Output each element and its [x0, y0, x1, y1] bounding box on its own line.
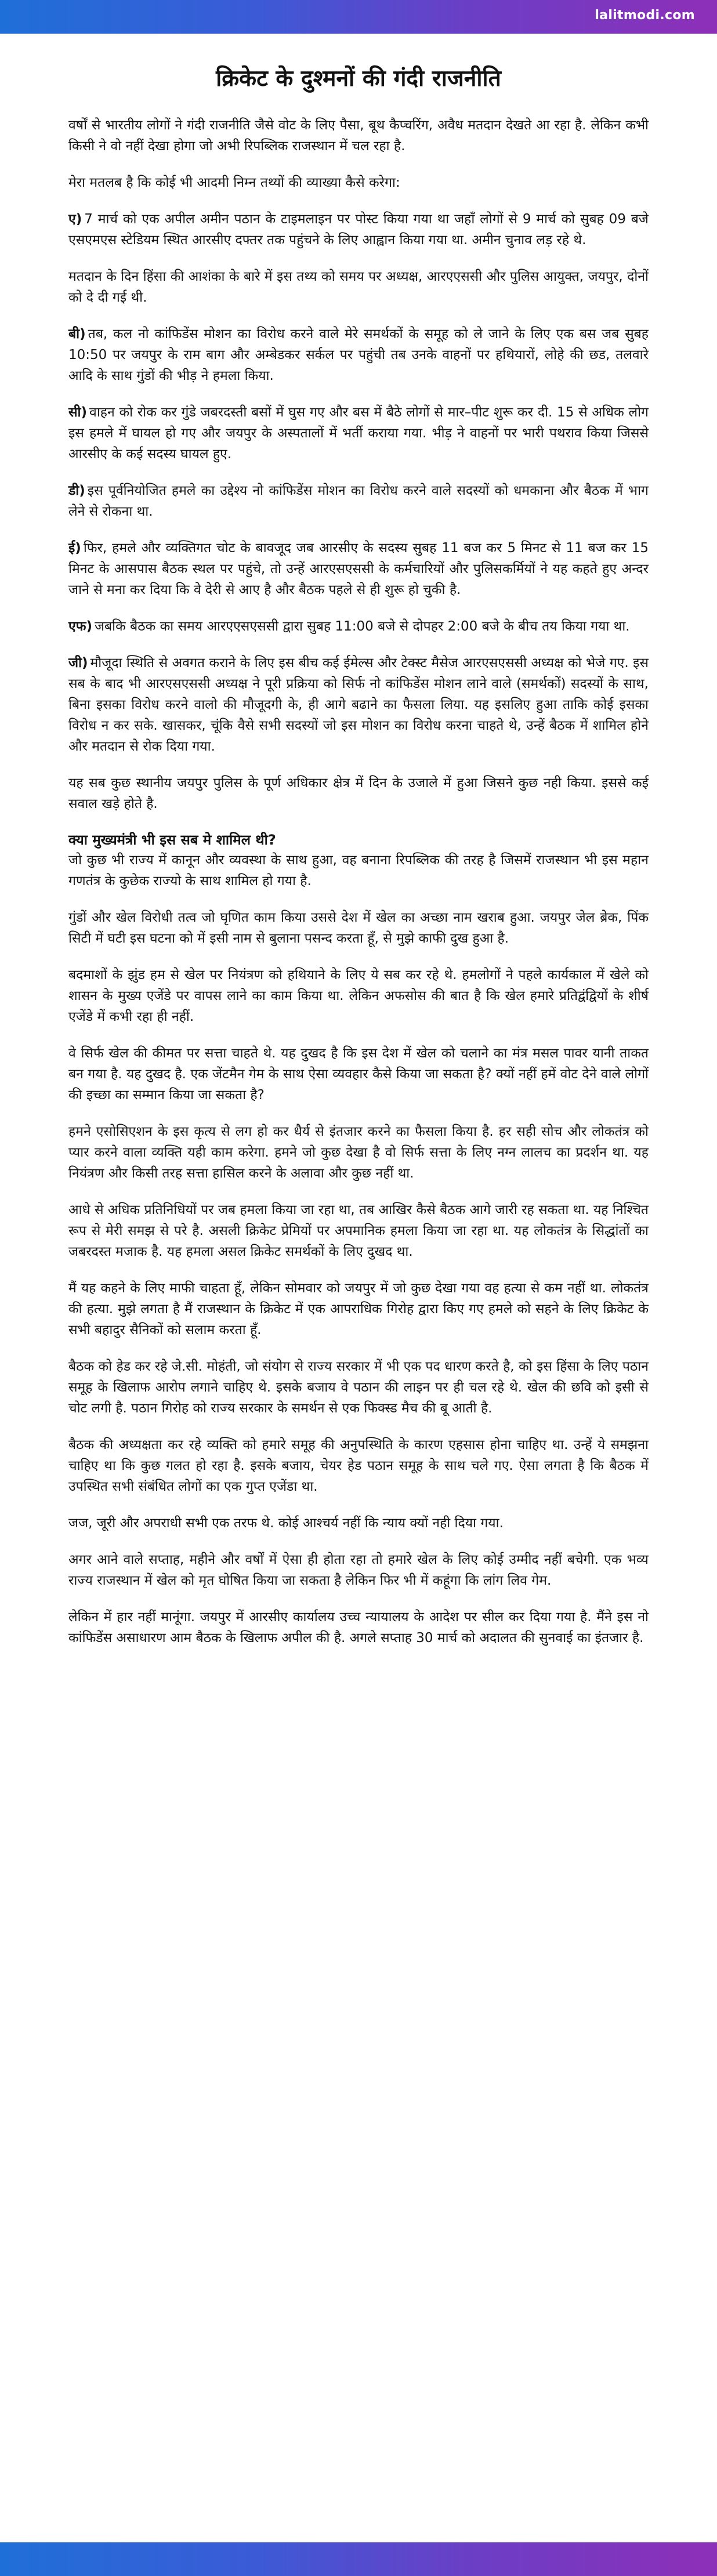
point-d: [68, 480, 649, 522]
point-text: इस पूर्वनियोजित हमले का उद्देश्य नो कांफिडेंस मोशन का विरोध करने वाले सदस्यों को धमकाना और बैठक में भाग लेने से रोकना था.: [68, 483, 649, 519]
site-name[interactable]: lalitmodi.com: [595, 8, 695, 23]
point-text: मौजूदा स्थिति से अवगत कराने के लिए इस बीच कई ईमेल्स और टेक्स्ट मैसेज आरएसएससी अध्यक्ष को भेजे गए. इस सब के बाद भी आरएसएससी अध्यक्ष ने पूरी प्रक्रिया को सिर्फ नो कांफिडेंस मोशन लाने वाले (समर्थकों) सदस्यों के साथ, बिना इसका विरोध करने वालो की मौजूदगी के, ही आगे बढाने का फैसला लिया. यह इसलिए हुआ ताकि कोई इसका विरोध न कर सके. खासकर, चूंकि वैसे सभी सदस्यों जो इस मोशन का विरोध करना चाहते थे, उन्हें बैठक में शामिल होने और मतदान से रोक दिया गया.: [68, 655, 649, 754]
page-title: क्रिकेट के दुश्मनों की गंदी राजनीति: [216, 66, 501, 92]
point-text: मतदान के दिन हिंसा की आशंका के बारे में इस तथ्य को समय पर अध्यक्ष, आरएएससी और पुलिस आयुक्त, जयपुर, दोनों को दे दी गई थी.: [68, 269, 649, 305]
closing-paragraph-11: अगर आने वाले सप्ताह, महीने और वर्षों में ऐसा ही होता रहा तो हमारे खेल के लिए कोई उम्मीद नहीं बचेगी. एक भव्य राज्य राजस्थान में खेल को मृत घोषित किया जा सकता है लेकिन फिर भी में कहूंगा कि लांग लिव गेम.: [68, 1552, 649, 1588]
closing-paragraph-9: बैठक की अध्यक्षता कर रहे व्यक्ति को हमारे समूह की अनुपस्थिति के कारण एहसास होना चाहिए था. उन्हें ये समझना चाहिए था कि कुछ गलत हो रहा है. इसके बजाय, चेयर हेड पठान समूह के साथ चले गए. ऐसा लगता है कि बैठक में उपस्थित सभी संबंधित लोगों का एक गुप्त एजेंडा था.: [68, 1437, 649, 1494]
middle-paragraph: यह सब कुछ स्थानीय जयपुर पुलिस के पूर्ण अधिकार क्षेत्र में दिन के उजाले में हुआ जिसने कुछ नही किया. इससे कई सवाल खड़े होते है.: [68, 776, 649, 811]
point-a: [68, 209, 649, 251]
article: [68, 64, 649, 1664]
closing-paragraph-1: जो कुछ भी राज्य में कानून और व्यवस्था के साथ हुआ, वह बनाना रिपब्लिक की तरह है जिसमें राजस्थान भी इस महान गणतंत्र के कुछेक राज्यो के साथ शामिल हो गया है.: [68, 853, 649, 889]
point-a-note: [68, 266, 649, 308]
intro-paragraph-1: वर्षों से भारतीय लोगों ने गंदी राजनीति जैसे वोट के लिए पैसा, बूथ कैप्चरिंग, अवैध मतदान देखते आ रहा है. लेकिन कभी किसी ने वो नहीं देखा होगा जो अभी रिपब्लिक राजस्थान में चल रहा है.: [68, 118, 649, 154]
point-marker: एफ): [68, 619, 92, 634]
closing-paragraph-4: वे सिर्फ खेल की कीमत पर सत्ता चाहते थे. यह दुखद है कि इस देश में खेल को चलाने का मंत्र मसल पावर यानी ताकत बन गया है. यह दुखद है. एक जेंटमैन गेम के साथ ऐसा व्यवहार कैसे किया जा सकता है? क्यों नहीं हमें वोट देने वाले लोगों की इच्छा का सम्मान किया जा सकता है?: [68, 1046, 649, 1103]
point-e: [68, 538, 649, 600]
point-b: [68, 324, 649, 386]
closing-paragraph-3: बदमाशों के झुंड हम से खेल पर नियंत्रण को हथियाने के लिए ये सब कर रहे थे. हमलोगों ने पहले कार्यकाल में खेले को शासन के मुख्य एजेंडे पर वापस लाने का काम किया था. लेकिन अफसोस की बात है कि खेल हमारे प्रतिद्वंद्वियों के शीर्ष एजेंडे में कभी रहा ही नहीं.: [68, 968, 649, 1024]
question-heading: क्या मुख्यमंत्री भी इस सब मे शामिल थी?: [68, 832, 276, 848]
point-marker: ई): [68, 541, 81, 556]
point-text: 7 मार्च को एक अपील अमीन पठान के टाइमलाइन पर पोस्ट किया गया था जहाँ लोगों से 9 मार्च को सुबह 09 बजे एसएमएस स्टेडियम स्थित आरसीए दफ्तर तक पहुंचने के लिए आह्वान किया गया था. अमीन चुनाव लड़ रहे थे.: [68, 212, 649, 248]
closing-paragraph-5: हमने एसोसिएशन के इस कृत्य से लग हो कर धैर्य से इंतजार करने का फैसला किया है. हर सही सोच और लोकतंत्र को प्यार करने वाला व्यक्ति यही काम करेगा. हमने जो कुछ देखा है वो सिर्फ सत्ता के लिए नग्न लालच का प्रदर्शन था. यह नियंत्रण और किसी तरह सत्ता हासिल करने के अलावा और कुछ नहीं था.: [68, 1124, 649, 1181]
point-c: [68, 402, 649, 465]
closing-paragraph-8: बैठक को हेड कर रहे जे.सी. मोहंती, जो संयोग से राज्य सरकार में भी एक पद धारण करते है, को इस हिंसा के लिए पठान समूह के खिलाफ आरोप लगाने चाहिए थे. इसके बजाय वे पठान की लाइन पर ही चल रहे थे. खेल की छवि को इसी से चोट लगी है. पठान गिरोह को राज्य सरकार के समर्थन से एक फिक्स्ड मैच की बू आती है.: [68, 1359, 649, 1416]
closing-paragraph-7: मैं यह कहने के लिए माफी चाहता हूँ, लेकिन सोमवार को जयपुर में जो कुछ देखा गया वह हत्या से कम नहीं था. लोकतंत्र की हत्या. मुझे लगता है मैं राजस्थान के क्रिकेट में एक आपराधिक गिरोह द्वारा किए गए हमले को सहने के लिए क्रिकेट के सभी बहादुर सैनिकों को सलाम करता हूँ.: [68, 1281, 649, 1338]
closing-paragraph-6: आधे से अधिक प्रतिनिधियों पर जब हमला किया जा रहा था, तब आखिर कैसे बैठक आगे जारी रह सकता था. यह निश्चित रूप से मेरी समझ से परे है. असली क्रिकेट प्रेमियों पर अपमानिक हमला किया जा रहा था. यह लोकतंत्र के सिद्धांतों का जबरदस्त मजाक है. यह हमला असल क्रिकेट समर्थकों के लिए दुखद था.: [68, 1202, 649, 1259]
intro-paragraph-2: मेरा मतलब है कि कोई भी आदमी निम्न तथ्यों की व्याख्या कैसे करेगा:: [68, 175, 400, 190]
point-marker: सी): [68, 405, 88, 420]
point-f: [68, 616, 649, 637]
point-text: जबकि बैठक का समय आरएएसएससी द्वारा सुबह 11:00 बजे से दोपहर 2:00 बजे के बीच तय किया गया था.: [94, 619, 630, 634]
point-marker: ए): [68, 212, 82, 227]
closing-paragraph-2: गुंडों और खेल विरोधी तत्व जो घृणित काम किया उससे देश में खेल का अच्छा नाम खराब हुआ. जयपुर जेल ब्रेक, पिंक सिटी में घटी इस घटना को में इसी नाम से बुलाना पसन्द करता हूँ, से मुझे काफी दुख हुआ है.: [68, 910, 649, 946]
top-banner: [0, 0, 717, 34]
point-marker: जी): [68, 655, 88, 671]
point-text: तब, कल नो कांफिडेंस मोशन का विरोध करने वाले मेरे समर्थकों के समूह को ले जाने के लिए एक बस जब सुबह 10:50 पर जयपुर के राम बाग और अम्बेडकर सर्कल पर पहुंची तब उनके वाहनों पर हथियारों, लोहे की छड, तलवारे आदि के साथ गुंडों की भीड़ ने हमला किया.: [68, 327, 649, 383]
closing-paragraph-10: जज, जूरी और अपराधी सभी एक तरफ थे. कोई आश्चर्य नहीं कि न्याय क्यों नही दिया गया.: [68, 1516, 504, 1531]
bottom-banner: [0, 2542, 717, 2576]
point-marker: डी): [68, 483, 85, 498]
closing-paragraph-12: लेकिन में हार नहीं मानूंगा. जयपुर में आरसीए कार्यालय उच्च न्यायालय के आदेश पर सील कर दिया गया है. मैंने इस नो कांफिडेंस असाधारण आम बैठक के खिलाफ अपील की है. अगले सप्ताह 30 मार्च को अदालत की सुनवाई का इंतजार है.: [68, 1610, 649, 1646]
point-g: [68, 653, 649, 757]
point-text: वाहन को रोक कर गुंडे जबरदस्ती बसों में घुस गए और बस में बैठे लोगों से मार–पीट शुरू कर दी. 15 से अधिक लोग इस हमले में घायल हो गए और जयपुर के अस्पतालों में भर्ती कराया गया. भीड़ ने वाहनों पर भारी पथराव किया जिससे आरसीए के कई सदस्य घायल हुए.: [68, 405, 649, 462]
point-marker: बी): [68, 327, 86, 342]
point-text: फिर, हमले और व्यक्तिगत चोट के बावजूद जब आरसीए के सदस्य सुबह 11 बज कर 5 मिनट से 11 बज कर 15 मिनट के आसपास बैठक स्थल पर पहुंचे, तो उन्हें आरएसएससी के कर्मचारियों और पुलिसकर्मियों ने यह कहते हुए अन्दर जाने से मना कर दिया कि वे देरी से आए है और बैठक पहले से ही शुरू हो चुकी है.: [68, 541, 649, 597]
